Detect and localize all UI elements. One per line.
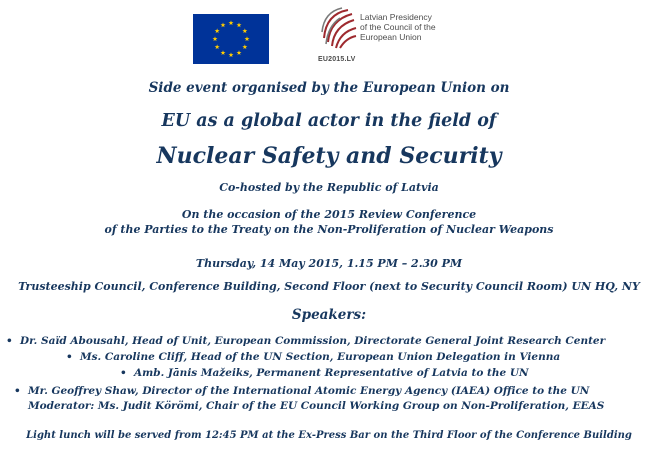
- eu-star-icon: [242, 28, 247, 33]
- eu-star-icon: [237, 23, 242, 28]
- speaker-text: Dr. Saïd Abousahl, Head of Unit, European Commission, Directorate General Joint Research Center: [20, 335, 606, 347]
- bullet-icon: •: [14, 385, 21, 397]
- event-date-time: Thursday, 14 May 2015, 1.15 PM – 2.30 PM: [195, 257, 463, 270]
- eu-star-icon: [237, 50, 242, 55]
- speaker-text: Ms. Caroline Cliff, Head of the UN Section, European Union Delegation in Vienna: [80, 351, 561, 363]
- lv-text-line-3: European Union: [360, 32, 422, 42]
- speaker-item: [6, 334, 606, 349]
- bullet-icon: •: [6, 335, 13, 347]
- lv-code: EU2015.LV: [318, 56, 356, 63]
- cohost-line: Co-hosted by the Republic of Latvia: [219, 181, 439, 194]
- eu-star-icon: [215, 44, 220, 49]
- occasion-line-2: of the Parties to the Treaty on the Non-Proliferation of Nuclear Weapons: [104, 223, 554, 236]
- eu-star-icon: [213, 36, 218, 41]
- eu-star-icon: [221, 50, 226, 55]
- eu-star-icon: [221, 23, 226, 28]
- event-location: Trusteeship Council, Conference Building, Second Floor (next to Security Council Room) UN HQ, NY: [18, 280, 640, 293]
- occasion-line-1: On the occasion of the 2015 Review Conference: [181, 208, 477, 221]
- speaker-item: [66, 350, 561, 365]
- speaker-item: [14, 384, 590, 399]
- eu-star-icon: [215, 28, 220, 33]
- eu-star-icon: [245, 36, 250, 41]
- eu-flag-logo: [193, 14, 269, 64]
- moderator-line: [28, 399, 604, 414]
- lv-text-line-1: Latvian Presidency: [360, 12, 432, 22]
- bullet-icon: •: [66, 351, 73, 363]
- speaker-item: [120, 366, 529, 381]
- speaker-text: Amb. Jānis Mažeiks, Permanent Representative of Latvia to the UN: [134, 367, 529, 379]
- lv-text-line-2: of the Council of the: [360, 22, 436, 32]
- page-title: Nuclear Safety and Security: [156, 143, 502, 169]
- bullet-icon: •: [120, 367, 127, 379]
- occasion-block: [0, 207, 658, 237]
- speakers-heading: Speakers:: [291, 307, 367, 323]
- moderator-text: Moderator: Ms. Judit Körömi, Chair of the EU Council Working Group on Non-Proliferation, EEAS: [28, 400, 605, 412]
- lunch-note: Light lunch will be served from 12:45 PM at the Ex-Press Bar on the Third Floor of the Conference Building: [26, 430, 632, 441]
- title-line-1: Side event organised by the European Union on: [148, 80, 510, 96]
- latvian-presidency-text: [360, 12, 436, 42]
- eu-star-icon: [229, 20, 234, 25]
- latvia-presidency-emblem-icon: [318, 4, 358, 56]
- eu-stars-icon: [193, 14, 269, 64]
- speaker-text: Mr. Geoffrey Shaw, Director of the International Atomic Energy Agency (IAEA) Office to the UN: [28, 385, 590, 397]
- latvian-presidency-logo: [318, 4, 458, 68]
- eu-star-icon: [229, 52, 234, 57]
- title-line-2: EU as a global actor in the field of: [161, 111, 497, 131]
- eu-star-icon: [242, 44, 247, 49]
